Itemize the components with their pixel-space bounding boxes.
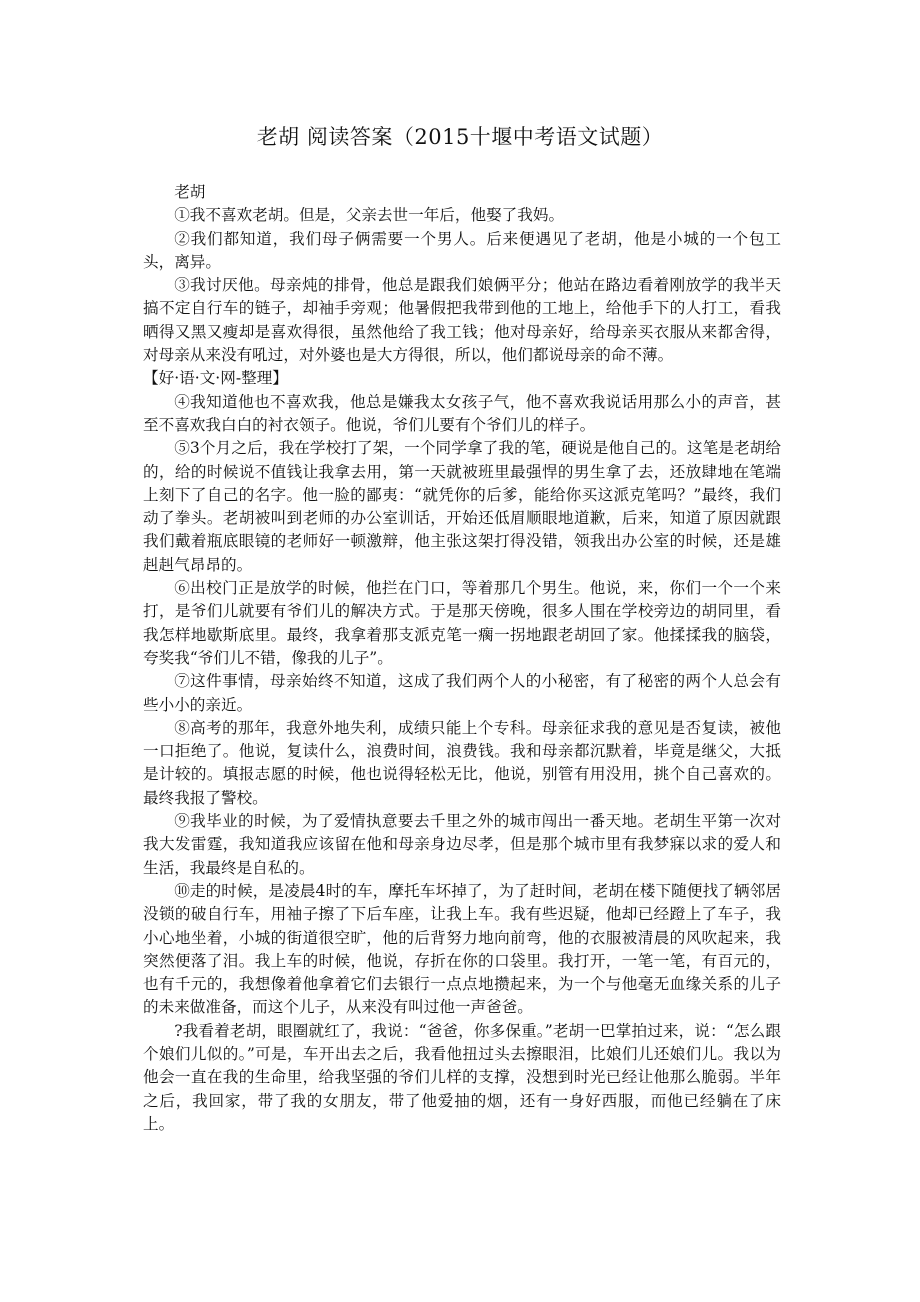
article-heading: 老胡 xyxy=(174,183,206,201)
paragraph-1: ①我不喜欢老胡。但是，父亲去世一年后，他娶了我妈。 xyxy=(174,206,565,225)
paragraph-7: ⑦这件事情，母亲始终不知道，这成了我们两个人的小秘密，有了秘密的两个人总会有些小小的亲近。 xyxy=(143,672,781,714)
paragraph-2: ②我们都知道，我们母子俩需要一个男人。后来便遇见了老胡，他是小城的一个包工头，离异。 xyxy=(143,229,781,271)
source-note: 【好·语·文·网-整理】 xyxy=(143,369,288,388)
paragraph-11: ?我看着老胡，眼圈就红了，我说：“爸爸，你多保重。”老胡一巴掌拍过来，说：“怎么跟个娘们儿似的。”可是，车开出去之后，我看他扭过头去擦眼泪，比娘们儿还娘们儿。我以为他会一直在我的生命里，给我坚强的爷们儿样的支撑，没想到时光已经让他那么脆弱。半年之后，我回家，带了我的女朋友，带了他爱抽的烟，还有一身好西服，而他已经躺在了床上。 xyxy=(143,1021,781,1133)
article-body xyxy=(143,181,781,1136)
document-title: 老胡 阅读答案（2015十堰中考语文试题） xyxy=(256,125,664,149)
paragraph-5: ⑤3个月之后，我在学校打了架，一个同学拿了我的笔，硬说是他自己的。这笔是老胡给的，给的时候说不值钱让我拿去用，第一天就被班里最强悍的男生拿了去，还放肆地在笔端上刻下了自己的名字。他一脸的鄙夷：“就凭你的后爹，能给你买这派克笔吗？”最终，我们动了拳头。老胡被叫到老师的办公室训话，开始还低眉顺眼地道歉，后来，知道了原因就跟我们戴着瓶底眼镜的老师好一顿激辩，他主张这架打得没错，领我出办公室的时候，还是雄赳赳气昂昂的。 xyxy=(143,439,781,574)
paragraph-3: ③我讨厌他。母亲炖的排骨，他总是跟我们娘俩平分；他站在路边看着刚放学的我半天搞不定自行车的链子，却袖手旁观；他暑假把我带到他的工地上，给他手下的人打工，看我晒得又黑又瘦却是喜欢得很，虽然他给了我工钱；他对母亲好，给母亲买衣服从来都舍得，对母亲从来没有吼过，对外婆也是大方得很，所以，他们都说母亲的命不薄。 xyxy=(143,276,781,365)
paragraph-10: ⑩走的时候，是凌晨4时的车，摩托车坏掉了，为了赶时间，老胡在楼下随便找了辆邻居没锁的破自行车，用袖子擦了下后车座，让我上车。我有些迟疑，他却已经蹬上了车子，我小心地坐着，小城的街道很空旷，他的后背努力地向前弯，他的衣服被清晨的风吹起来，我突然便落了泪。我上车的时候，他说，存折在你的口袋里。我打开，一笔一笔，有百元的，也有千元的，我想像着他拿着它们去银行一点点地攒起来，为一个与他毫无血缘关系的儿子的未来做准备，而这个儿子，从来没有叫过他一声爸爸。 xyxy=(143,881,781,1017)
paragraph-6: ⑥出校门正是放学的时候，他拦在门口，等着那几个男生。他说，来，你们一个一个来打，是爷们儿就要有爷们儿的解决方式。于是那天傍晚，很多人围在学校旁边的胡同里，看我怎样地歇斯底里。最终，我拿着那支派克笔一瘸一拐地跟老胡回了家。他揉揉我的脑袋，夸奖我“爷们儿不错，像我的儿子”。 xyxy=(143,579,781,667)
paragraph-9: ⑨我毕业的时候，为了爱情执意要去千里之外的城市闯出一番天地。老胡生平第一次对我大发雷霆，我知道我应该留在他和母亲身边尽孝，但是那个城市里有我梦寐以求的爱人和生活，我最终是自私的。 xyxy=(143,812,781,877)
paragraph-4: ④我知道他也不喜欢我，他总是嫌我太女孩子气，他不喜欢我说话用那么小的声音，甚至不喜欢我白白的衬衣领子。他说，爷们儿要有个爷们儿的样子。 xyxy=(143,392,781,434)
paragraph-8: ⑧高考的那年，我意外地失利，成绩只能上个专科。母亲征求我的意见是否复读，被他一口拒绝了。他说，复读什么，浪费时间，浪费钱。我和母亲都沉默着，毕竟是继父，大抵是计较的。填报志愿的时候，他也说得轻松无比，他说，别管有用没用，挑个自己喜欢的。最终我报了警校。 xyxy=(143,718,781,807)
